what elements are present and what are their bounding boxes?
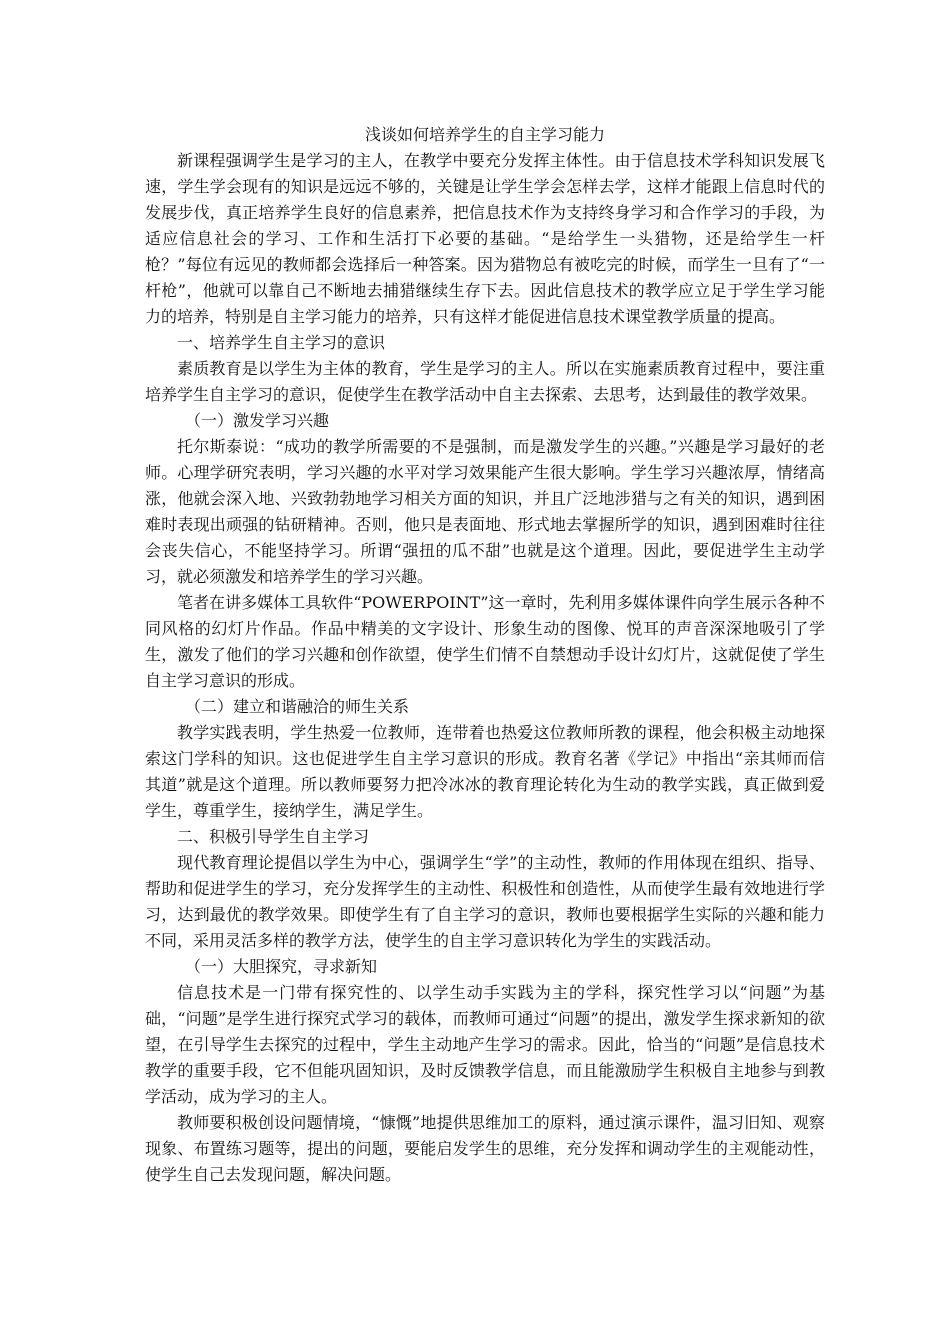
paragraph: 现代教育理论提倡以学生为中心，强调学生“学”的主动性，教师的作用体现在组织、指导、帮助和促进学生的学习，充分发挥学生的主动性、积极性和创造性，从而使学生最有效地进行学习，达到最优的教学效果。即使学生有了自主学习的意识，教师也要根据学生实际的兴趣和能力不同，采用灵活多样的教学方法，使学生的自主学习意识转化为学生的实践活动。: [145, 853, 825, 950]
paragraph: 笔者在讲多媒体工具软件“POWERPOINT”这一章时，先利用多媒体课件向学生展示各种不同风格的幻灯片作品。作品中精美的文字设计、形象生动的图像、悦耳的声音深深地吸引了学生，激发了他们的学习兴趣和创作欲望，使学生们情不自禁想动手设计幻灯片，这就促使了学生自主学习意识的形成。: [145, 593, 825, 690]
paragraph: 新课程强调学生是学习的主人，在教学中要充分发挥主体性。由于信息技术学科知识发展飞速，学生学会现有的知识是远远不够的，关键是让学生学会怎样去学，这样才能跟上信息时代的发展步伐，真正培养学生良好的信息素养，把信息技术作为支持终身学习和合作学习的手段，为适应信息社会的学习、工作和生活打下必要的基础。“是给学生一头猎物，还是给学生一杆枪？”每位有远见的教师都会选择后一种答案。因为猎物总有被吃完的时候，而学生一旦有了“一杆枪”，他就可以靠自己不断地去捕猎继续生存下去。因此信息技术的教学应立足于学生学习能力的培养，特别是自主学习能力的培养，只有这样才能促进信息技术课堂教学质量的提高。: [145, 151, 825, 326]
paragraph: 信息技术是一门带有探究性的、以学生动手实践为主的学科，探究性学习以“问题”为基础，“问题”是学生进行探究式学习的载体，而教师可通过“问题”的提出，激发学生探求新知的欲望，在引导学生去探究的过程中，学生主动地产生学习的需求。因此，恰当的“问题”是信息技术教学的重要手段，它不但能巩固知识，及时反馈教学信息，而且能激励学生积极自主地参与到教学活动，成为学习的主人。: [145, 983, 825, 1106]
subsection-heading: （一）大胆探究，寻求新知: [185, 957, 378, 976]
document-title: 浅谈如何培养学生的自主学习能力: [364, 125, 605, 144]
paragraph: 教学实践表明，学生热爱一位教师，连带着也热爱这位教师所教的课程，他会积极主动地探索这门学科的知识。这也促进学生自主学习意识的形成。教育名著《学记》中指出“亲其师而信其道”就是这个道理。所以教师要努力把冷冰冰的教育理论转化为生动的教学实践，真正做到爱学生，尊重学生，接纳学生，满足学生。: [145, 723, 825, 820]
subsection-heading: （一）激发学习兴趣: [185, 411, 330, 430]
paragraph: 素质教育是以学生为主体的教育，学生是学习的主人。所以在实施素质教育过程中，要注重培养学生自主学习的意识，促使学生在教学活动中自主去探索、去思考，达到最佳的教学效果。: [145, 359, 825, 404]
paragraph: 教师要积极创设问题情境，“慷慨”地提供思维加工的原料，通过演示课件，温习旧知、观察现象、布置练习题等，提出的问题，要能启发学生的思维，充分发挥和调动学生的主观能动性，使学生自己去发现问题，解决问题。: [145, 1113, 825, 1184]
section-heading: 二、积极引导学生自主学习: [177, 827, 370, 846]
section-heading: 一、培养学生自主学习的意识: [177, 333, 386, 352]
paragraph: 托尔斯泰说：“成功的教学所需要的不是强制，而是激发学生的兴趣。”兴趣是学习最好的老师。心理学研究表明，学习兴趣的水平对学习效果能产生很大影响。学生学习兴趣浓厚，情绪高涨，他就会深入地、兴致勃勃地学习相关方面的知识，并且广泛地涉猎与之有关的知识，遇到困难时表现出顽强的钻研精神。否则，他只是表面地、形式地去掌握所学的知识，遇到困难时往往会丧失信心，不能坚持学习。所谓“强扭的瓜不甜”也就是这个道理。因此，要促进学生主动学习，就必须激发和培养学生的学习兴趣。: [145, 437, 825, 586]
document-body: [145, 122, 825, 1188]
subsection-heading: （二）建立和谐融洽的师生关系: [185, 697, 410, 716]
